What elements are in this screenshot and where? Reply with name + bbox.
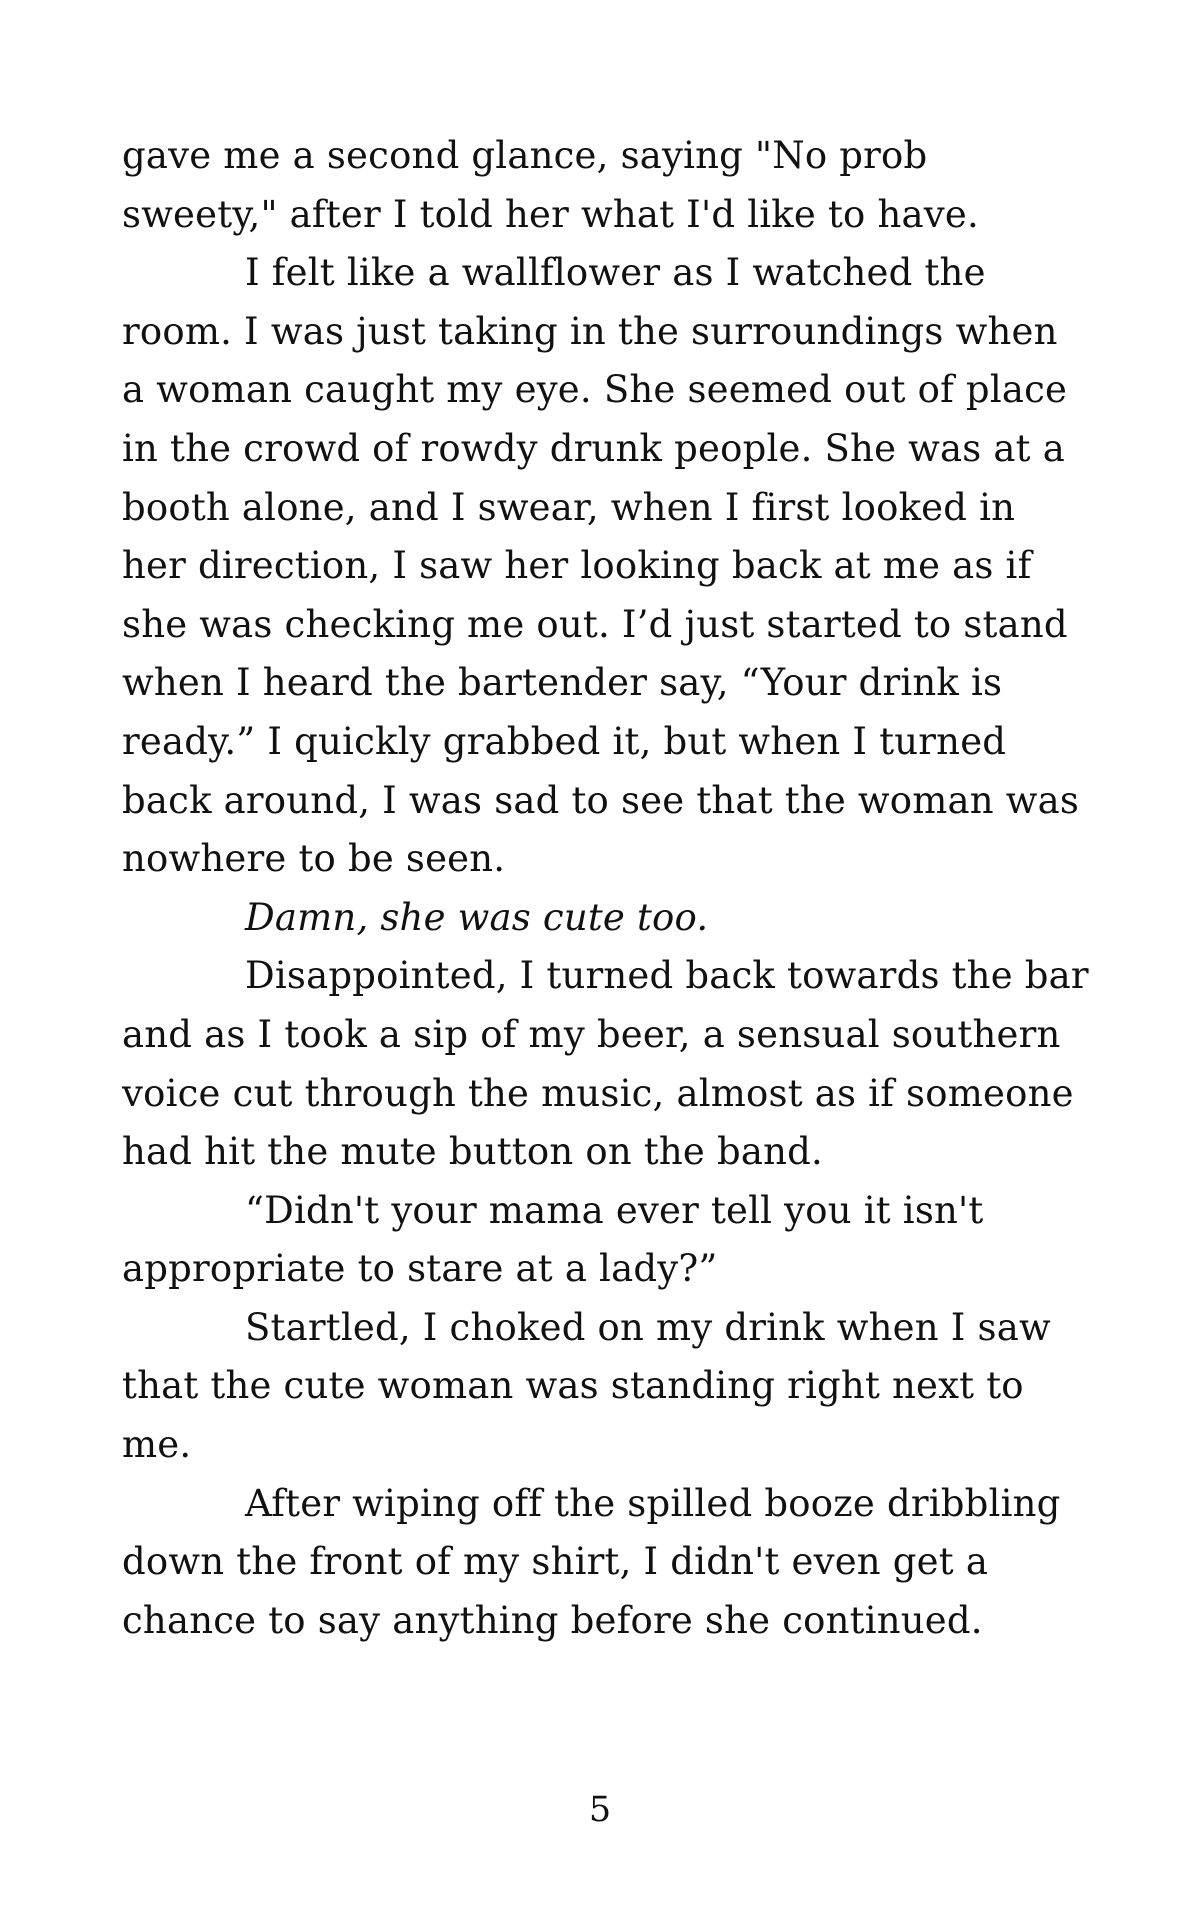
text-line: and as I took a sip of my beer, a sensual southern (122, 1012, 1061, 1056)
text-line-italic: Damn, she was cute too. (245, 895, 709, 939)
text-line: booth alone, and I swear, when I first looked in (122, 485, 1016, 529)
text-line: had hit the mute button on the band. (122, 1130, 823, 1174)
text-line: I felt like a wallflower as I watched the (245, 251, 986, 295)
text-line: Disappointed, I turned back towards the bar (245, 954, 1089, 998)
text-line: After wiping off the spilled booze dribbling (245, 1481, 1061, 1525)
text-line: ready.” I quickly grabbed it, but when I turned (122, 719, 1007, 763)
text-line: gave me a second glance, saying "No prob (122, 134, 928, 177)
text-line: voice cut through the music, almost as if someone (122, 1071, 1074, 1115)
page-number: 5 (588, 1790, 612, 1830)
text-line: when I heard the bartender say, “Your drink is (122, 661, 1003, 705)
text-line: Startled, I choked on my drink when I saw (245, 1305, 1051, 1349)
text-line: that the cute woman was standing right next to (122, 1364, 1024, 1408)
text-line: chance to say anything before she continued. (122, 1598, 983, 1642)
text-line: room. I was just taking in the surroundings when (122, 309, 1058, 353)
text-line: “Didn't your mama ever tell you it isn't (245, 1188, 984, 1232)
text-line: sweety," after I told her what I'd like to have. (122, 192, 979, 236)
text-line: down the front of my shirt, I didn't even get a (122, 1540, 989, 1584)
text-line: appropriate to stare at a lady?” (122, 1247, 718, 1291)
text-line: her direction, I saw her looking back at me as if (122, 544, 1032, 588)
text-line: nowhere to be seen. (122, 837, 506, 881)
text-line: a woman caught my eye. She seemed out of place (122, 368, 1068, 412)
text-line: me. (122, 1423, 192, 1467)
body-text (122, 127, 1112, 1650)
text-line: in the crowd of rowdy drunk people. She was at a (122, 426, 1065, 470)
text-line: she was checking me out. I’d just started to stand (122, 602, 1068, 646)
text-line: back around, I was sad to see that the woman was (122, 778, 1080, 822)
